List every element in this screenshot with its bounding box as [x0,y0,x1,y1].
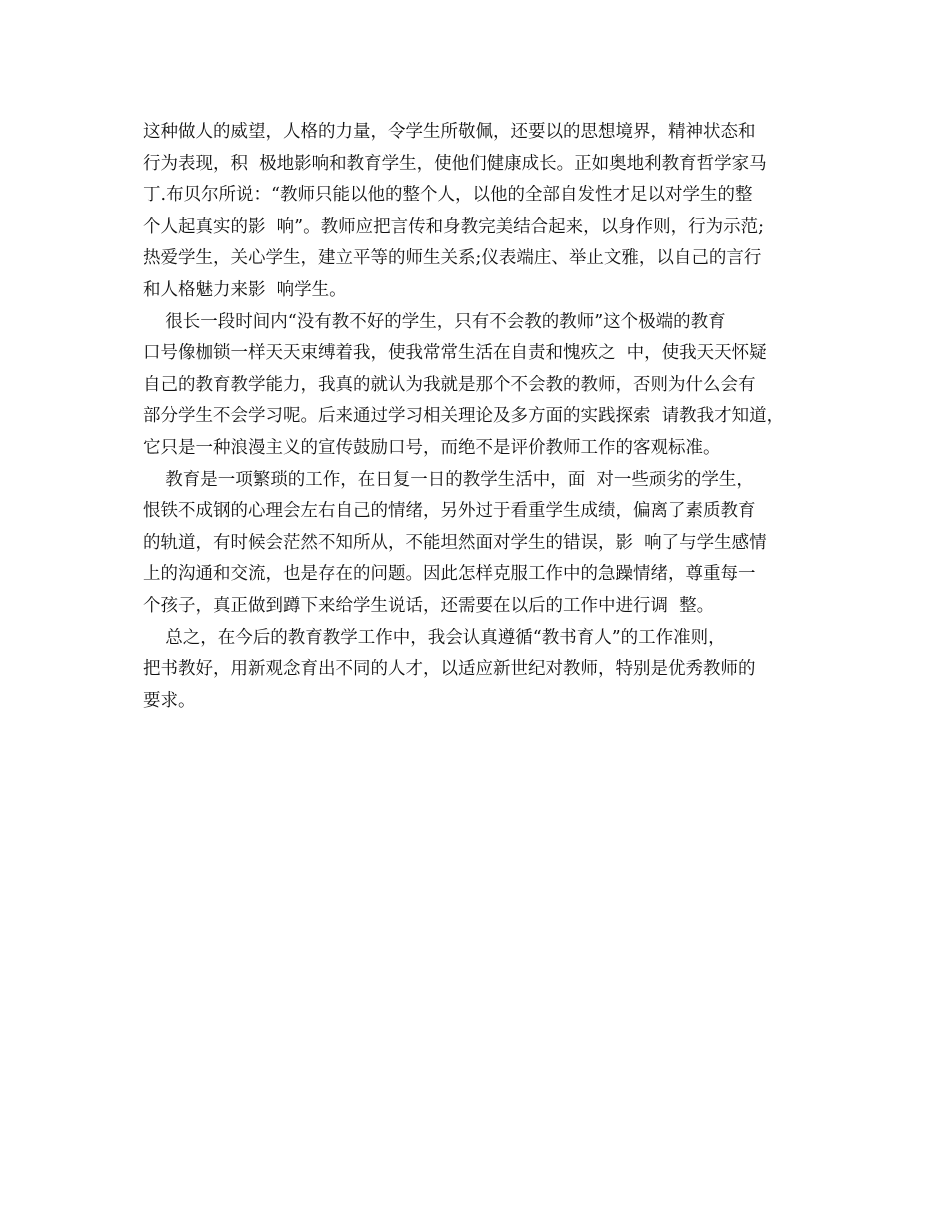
text-line: 的轨道，有时候会茫然不知所从，不能坦然面对学生的错误，影 响了与学生感情 [143,532,767,553]
text-line: 自己的教育教学能力，我真的就认为我就是那个不会教的教师，否则为什么会有 [143,374,756,395]
paragraph-first-line: 总之，在今后的教育教学工作中，我会认真遵循“教书育人”的工作准则， [143,627,726,648]
text-line: 个人起真实的影 响”。教师应把言传和身教完美结合起来，以身作则，行为示范; [143,216,764,237]
text-line: 恨铁不成钢的心理会左右自己的情绪，另外过于看重学生成绩，偏离了素质教育 [143,501,756,522]
paragraph-first-line: 教育是一项繁琐的工作，在日复一日的教学生活中，面 对一些顽劣的学生， [143,469,754,490]
text-line: 个孩子，真正做到蹲下来给学生说话，还需要在以后的工作中进行调 整。 [143,595,715,616]
text-line: 部分学生不会学习呢。后来通过学习相关理论及多方面的实践探索 请教我才知道， [143,406,785,427]
text-line: 口号像枷锁一样天天束缚着我，使我常常生活在自责和愧疚之 中，使我天天怀疑 [143,343,767,364]
document-body [143,117,823,717]
text-line: 热爱学生，关心学生，建立平等的师生关系;仪表端庄、举止文雅，以自己的言行 [143,248,762,269]
paragraph-first-line: 很长一段时间内“没有教不好的学生，只有不会教的教师”这个极端的教育 [143,311,726,332]
text-line: 和人格魅力来影 响学生。 [143,279,347,300]
text-line: 行为表现，积 极地影响和教育学生，使他们健康成长。正如奥地利教育哲学家马 [143,153,767,174]
text-line: 这种做人的威望，人格的力量，令学生所敬佩，还要以的思想境界，精神状态和 [143,122,756,142]
text-line: 把书教好，用新观念育出不同的人才，以适应新世纪对教师，特别是优秀教师的 [143,659,756,680]
text-line: 它只是一种浪漫主义的宣传鼓励口号，而绝不是评价教师工作的客观标准。 [143,437,721,458]
text-line: 要求。 [143,690,196,711]
text-line: 丁.布贝尔所说：“教师只能以他的整个人，以他的全部自发性才足以对学生的整 [143,185,753,206]
text-line: 上的沟通和交流，也是存在的问题。因此怎样克服工作中的急躁情绪，尊重每一 [143,564,756,585]
